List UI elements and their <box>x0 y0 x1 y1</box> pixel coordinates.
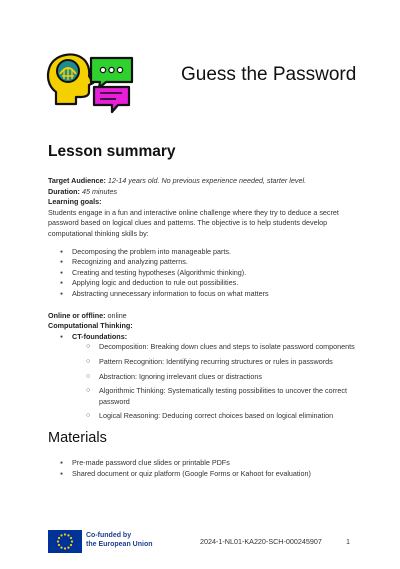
list-item: ○ Abstraction: Ignoring irrelevant clues or distractions <box>48 372 358 383</box>
list-item: ● Creating and testing hypotheses (Algorithmic thinking). <box>48 268 358 279</box>
list-item: ● Pre-made password clue slides or printable PDFs <box>48 458 358 469</box>
ct-foundations-list <box>48 332 358 343</box>
lesson-summary-heading: Lesson summary <box>48 143 176 160</box>
list-item: ● Shared document or quiz platform (Google Forms or Kahoot for evaluation) <box>48 469 358 480</box>
target-audience-value: 12-14 years old. No previous experience needed, starter level. <box>107 176 307 185</box>
cofunded-label <box>86 531 153 549</box>
ct-items-list <box>48 342 358 422</box>
list-item: ● Recognizing and analyzing patterns. <box>48 257 358 268</box>
duration-label: Duration: <box>48 186 80 196</box>
list-item: ● Applying logic and deduction to rule out possibilities. <box>48 278 358 289</box>
computational-thinking-label: Computational Thinking: <box>48 321 133 331</box>
page-title: Guess the Password <box>181 64 357 85</box>
lesson-header <box>46 52 366 114</box>
list-item: ○ Algorithmic Thinking: Systematically testing possibilities to uncover the correct password <box>48 386 358 407</box>
list-item: ● Decomposing the problem into manageable parts. <box>48 247 358 258</box>
list-item: ○ Logical Reasoning: Deducing correct choices based on logical elimination <box>48 411 358 422</box>
list-item: ○ Pattern Recognition: Identifying recurring structures or rules in passwords <box>48 357 358 368</box>
cofunded-line-1: Co-funded by <box>86 532 132 539</box>
logo-icon <box>46 52 134 114</box>
ct-foundations-label: ● CT-foundations: <box>48 332 358 343</box>
materials-body <box>48 458 358 479</box>
online-offline-value: online <box>107 310 127 320</box>
learning-goals-label: Learning goals: <box>48 197 102 207</box>
list-item: ● Abstracting unnecessary information to focus on what matters <box>48 289 358 300</box>
project-code: 2024-1-NL01-KA220-SCH-000245907 <box>200 537 322 546</box>
online-offline-label: Online or offline: <box>48 310 106 320</box>
page-footer <box>48 527 358 555</box>
duration-line <box>48 187 358 198</box>
materials-heading: Materials <box>48 430 107 446</box>
page-number: 1 <box>346 537 350 546</box>
learning-goals-text: Students engage in a fun and interactive online challenge where they try to deduce a secret password based on logical clues and patterns. The objective is to help students develop computational thinking skills by: <box>48 207 339 238</box>
list-item: ○ Decomposition: Breaking down clues and steps to isolate password components <box>48 342 358 353</box>
target-audience-line <box>48 176 358 187</box>
target-audience-label: Target Audience: <box>48 176 106 185</box>
lesson-summary-body <box>48 176 358 422</box>
duration-value: 45 minutes <box>81 186 118 196</box>
materials-list <box>48 458 358 479</box>
cofunded-line-2: the European Union <box>86 541 153 548</box>
learning-goals-list <box>48 247 358 300</box>
eu-flag-icon <box>48 530 82 553</box>
online-offline-line <box>48 311 358 322</box>
